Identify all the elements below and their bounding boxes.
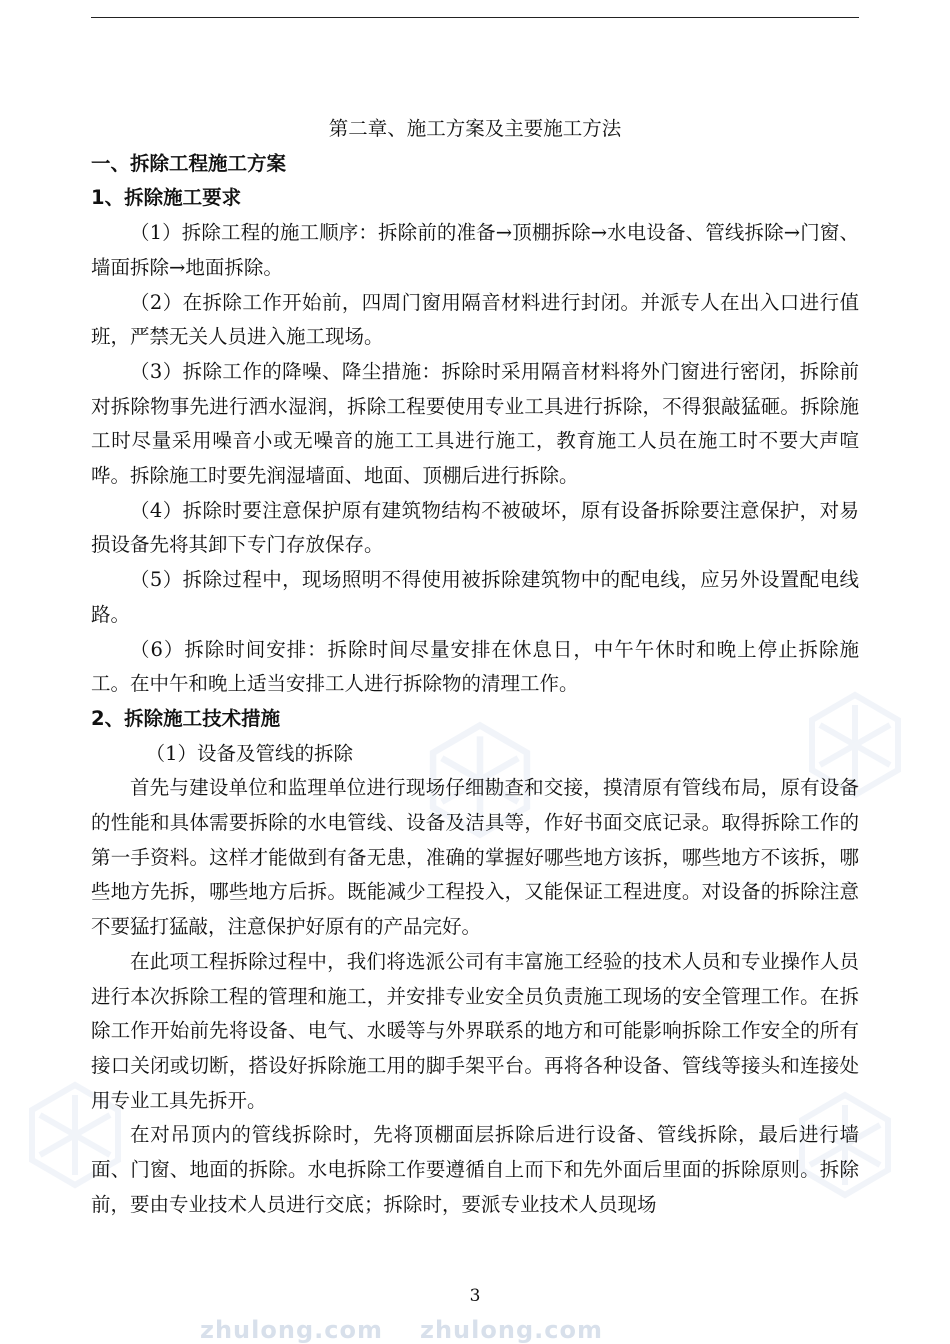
watermark-text: zhulong.com [200, 1316, 383, 1344]
paragraph: 在对吊顶内的管线拆除时，先将顶棚面层拆除后进行设备、管线拆除，最后进行墙面、门窗、地面的拆除。水电拆除工作要遵循自上而下和先外面后里面的拆除原则。拆除前，要由专业技术人员进行交底；拆除时，要派专业技术人员现场 [91, 1123, 859, 1216]
subsection-heading: 1、拆除施工要求 [91, 186, 242, 210]
paragraph: 首先与建设单位和监理单位进行现场仔细勘查和交接，摸清原有管线布局，原有设备的性能和具体需要拆除的水电管线、设备及洁具等，作好书面交底记录。取得拆除工作的第一手资料。这样才能做到有备无患，准确的掌握好哪些地方该拆，哪些地方不该拆，哪些地方先拆，哪些地方后拆。既能减少工程投入，又能保证工程进度。对设备的拆除注意不要猛打猛敲，注意保护好原有的产品完好。 [91, 776, 859, 939]
paragraph: （4）拆除时要注意保护原有建筑物结构不被破坏，原有设备拆除要注意保护，对易损设备先将其卸下专门存放保存。 [91, 498, 859, 557]
paragraph: （3）拆除工作的降噪、降尘措施：拆除时采用隔音材料将外门窗进行密闭，拆除前对拆除物事先进行洒水湿润，拆除工程要使用专业工具进行拆除，不得狠敲猛砸。拆除施工时尽量采用噪音小或无噪音的施工工具进行施工，教育施工人员在施工时不要大声喧哗。拆除施工时要先润湿墙面、地面、顶棚后进行拆除。 [91, 359, 859, 488]
watermark-text: zhulong.com [420, 1316, 603, 1344]
page-number: 3 [469, 1286, 481, 1306]
paragraph: （2）在拆除工作开始前，四周门窗用隔音材料进行封闭。并派专人在出入口进行值班，严禁无关人员进入施工现场。 [91, 290, 859, 349]
header-rule [91, 17, 859, 18]
paragraph: （6）拆除时间安排：拆除时间尽量安排在休息日，中午午休时和晚上停止拆除施工。在中午和晚上适当安排工人进行拆除物的清理工作。 [91, 637, 859, 696]
chapter-title: 第二章、施工方案及主要施工方法 [328, 117, 622, 140]
subsection-heading: 2、拆除施工技术措施 [91, 706, 281, 730]
item-heading: （1）设备及管线的拆除 [145, 741, 354, 765]
paragraph: 在此项工程拆除过程中，我们将选派公司有丰富施工经验的技术人员和专业操作人员进行本次拆除工程的管理和施工，并安排专业安全员负责施工现场的安全管理工作。在拆除工作开始前先将设备、电气、水暖等与外界联系的地方和可能影响拆除工作安全的所有接口关闭或切断，搭设好拆除施工用的脚手架平台。再将各种设备、管线等接头和连接处用专业工具先拆开。 [91, 949, 859, 1112]
section-heading: 一、拆除工程施工方案 [91, 151, 287, 175]
paragraph: （1）拆除工程的施工顺序：拆除前的准备→顶棚拆除→水电设备、管线拆除→门窗、墙面拆除→地面拆除。 [91, 221, 859, 279]
paragraph: （5）拆除过程中，现场照明不得使用被拆除建筑物中的配电线，应另外设置配电线路。 [91, 568, 859, 626]
document-body [91, 112, 859, 1223]
